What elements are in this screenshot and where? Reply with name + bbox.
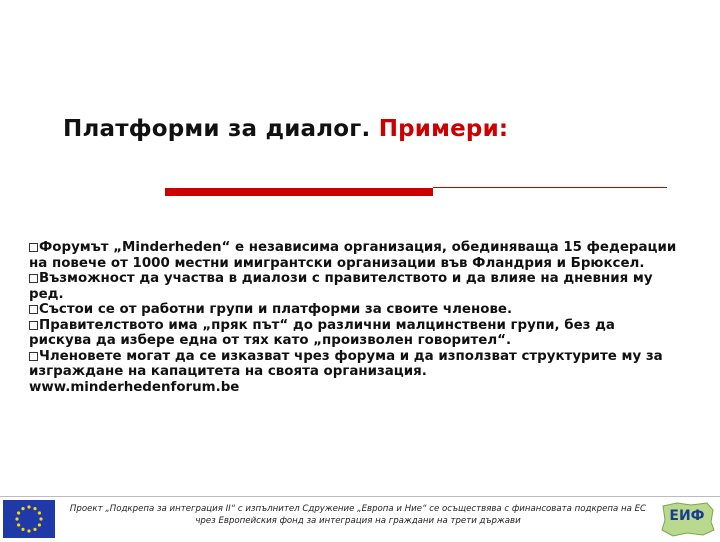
footer-note: Проект „Подкрепа за интеграция II“ с изпълнител Сдружение „Европа и Ние“ се осъществява с финансовата подкрепа на ЕС чрез Европейския фонд за интеграция на граждани на трети държави — [69, 504, 647, 526]
content-body — [29, 240, 679, 395]
eif-logo-label: ЕИФ — [669, 508, 705, 524]
title-accent: Примери: — [378, 116, 509, 142]
list-item: Членовете могат да се изказват чрез форума и да използват структурите му за изграждане на капацитета на своята организация. — [29, 348, 663, 379]
checkbox-bullet-icon — [29, 321, 38, 330]
checkbox-bullet-icon — [29, 305, 38, 314]
page-title — [63, 116, 508, 142]
title-underline-thin — [433, 187, 667, 188]
footer-divider — [0, 496, 720, 497]
list-item: Правителството има „пряк път“ до различни малцинствени групи, без да рискува да избере една от тях като „произволен говорител“. — [29, 317, 615, 348]
title-main: Платформи за диалог. — [63, 116, 371, 142]
checkbox-bullet-icon — [29, 352, 38, 361]
eu-flag-icon — [3, 500, 55, 538]
list-item: Форумът „Minderheden“ е независима организация, обединяваща 15 федерации на повече от 1000 местни имигрантски организации във Фландрия и Брюксел. — [29, 240, 677, 271]
checkbox-bullet-icon — [29, 274, 38, 283]
eif-logo-icon — [657, 500, 717, 538]
website-url[interactable]: www.minderhedenforum.be — [29, 379, 240, 395]
title-underline-thick — [165, 188, 433, 196]
list-item: Състои се от работни групи и платформи за своите членове. — [29, 302, 679, 318]
eu-flag-stars — [3, 500, 55, 538]
list-item: Възможност да участва в диалози с правителството и да влияе на дневния му ред. — [29, 271, 653, 302]
checkbox-bullet-icon — [29, 243, 38, 252]
